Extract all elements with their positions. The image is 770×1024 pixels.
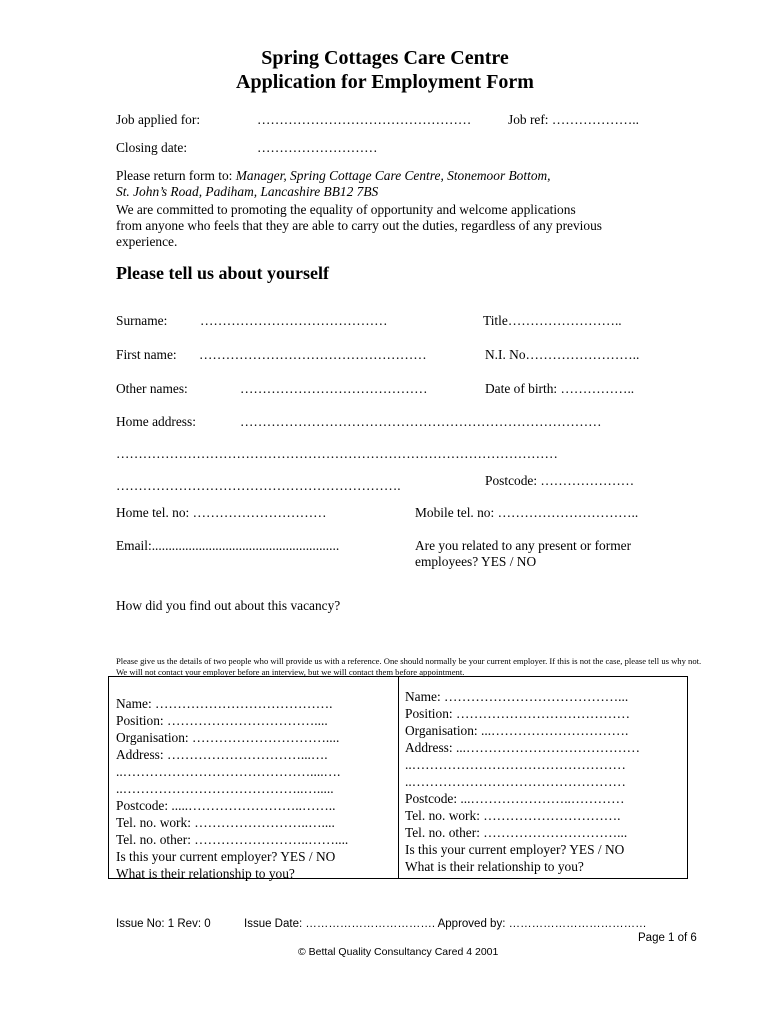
surname-label: Surname: (116, 313, 168, 328)
other-names-label: Other names: (116, 381, 188, 396)
job-ref-field[interactable]: Job ref: ……………….. (508, 112, 639, 127)
reference-line[interactable]: Is this your current employer? YES / NO (116, 849, 336, 864)
vacancy-question[interactable]: How did you find out about this vacancy? (116, 598, 341, 613)
reference-line[interactable]: Postcode: ...…………………..………… (405, 791, 625, 806)
postcode-field[interactable]: Postcode: ………………… (485, 473, 635, 488)
equality-line2: from anyone who feels that they are able to carry out the duties, regardless of any previous (116, 218, 602, 233)
other-names-field[interactable]: …………………………………… (240, 381, 428, 396)
home-address-line3[interactable]: ………………………………………………………. (116, 478, 401, 493)
reference-2 (405, 688, 640, 875)
equality-line3: experience. (116, 234, 178, 249)
home-tel-field[interactable]: Home tel. no: ………………………… (116, 505, 327, 520)
reference-line[interactable]: Address: …………………………...…. (116, 747, 328, 762)
home-address-line2[interactable]: ……………………………………………………………………………………… (116, 446, 558, 461)
first-name-field[interactable]: …………………………………………… (199, 347, 427, 362)
reference-line[interactable]: What is their relationship to you? (405, 859, 584, 874)
closing-date-field[interactable]: ……………………… (257, 140, 378, 155)
return-label: Please return form to: (116, 168, 236, 183)
return-address: Manager, Spring Cottage Care Centre, Stonemoor Bottom, (235, 168, 551, 183)
reference-line[interactable]: Organisation: ………………………….... (116, 730, 340, 745)
job-applied-label: Job applied for: (116, 112, 201, 127)
form-title: Application for Employment Form (236, 71, 534, 93)
section-heading: Please tell us about yourself (116, 263, 329, 283)
title-field[interactable]: Title…………………….. (483, 313, 622, 328)
email-field[interactable]: Email:........................................................ (116, 538, 340, 553)
reference-line[interactable]: ..…………………………………..…..... (116, 781, 334, 796)
copyright: © Bettal Quality Consultancy Cared 4 2001 (298, 946, 499, 958)
issue-number: Issue No: 1 Rev: 0 (116, 918, 211, 930)
date-of-birth-field[interactable]: Date of birth: …………….. (485, 381, 635, 396)
org-title: Spring Cottages Care Centre (261, 47, 509, 69)
reference-line[interactable]: Postcode: .....……………………..…….. (116, 798, 336, 813)
reference-line[interactable]: Name: …………………………………... (405, 689, 629, 704)
references-note: Please give us the details of two people who will provide us with a reference. One should normally be your current employer. If this is not the case, please tell us why not. We will not contact your employer before an interview, but we will contact them before appointment. (116, 656, 702, 677)
related-question-line2[interactable]: employees? YES / NO (415, 554, 537, 569)
return-address-line2: St. John’s Road, Padiham, Lancashire BB12 7BS (116, 184, 379, 199)
reference-line[interactable]: Tel. no. other: …………………………... (405, 825, 628, 840)
equality-line1: We are committed to promoting the equality of opportunity and welcome applications (116, 202, 576, 217)
reference-line[interactable]: ..………………………………………… (405, 774, 626, 789)
home-address-label: Home address: (116, 414, 196, 429)
references-divider (398, 677, 399, 878)
reference-line[interactable]: Name: …………………………………. (116, 696, 333, 711)
reference-1 (116, 695, 348, 882)
home-address-field[interactable]: ……………………………………………………………………… (240, 414, 602, 429)
return-address-line1 (116, 168, 551, 184)
reference-line[interactable]: Tel. no. work: …………………………. (405, 808, 621, 823)
reference-line[interactable]: ..………………………………………… (405, 757, 626, 772)
page-number: Page 1 of 6 (638, 932, 697, 944)
reference-line[interactable]: Tel. no. other: ……………………..…….... (116, 832, 349, 847)
ni-number-field[interactable]: N.I. No…………………….. (485, 347, 640, 362)
reference-line[interactable]: Address: ...………………………………… (405, 740, 641, 755)
reference-line[interactable]: What is their relationship to you? (116, 866, 295, 881)
reference-line[interactable]: ..……………………………………....…. (116, 764, 341, 779)
reference-line[interactable]: Organisation: ...…………………………. (405, 723, 629, 738)
reference-line[interactable]: Is this your current employer? YES / NO (405, 842, 625, 857)
reference-line[interactable]: Position: ………………………………… (405, 706, 631, 721)
reference-line[interactable]: Position: …………………………….... (116, 713, 328, 728)
mobile-tel-field[interactable]: Mobile tel. no: ………………………….. (415, 505, 639, 520)
issue-date-approved: Issue Date: ……………………………. Approved by: ……………………………… (244, 918, 647, 930)
surname-field[interactable]: …………………………………… (200, 313, 388, 328)
first-name-label: First name: (116, 347, 177, 362)
closing-date-label: Closing date: (116, 140, 188, 155)
reference-line[interactable]: Tel. no. work: ……………………..….... (116, 815, 335, 830)
references-table (108, 676, 688, 879)
related-question-line1: Are you related to any present or former (415, 538, 632, 553)
job-applied-field[interactable]: ………………………………………… (257, 112, 472, 127)
